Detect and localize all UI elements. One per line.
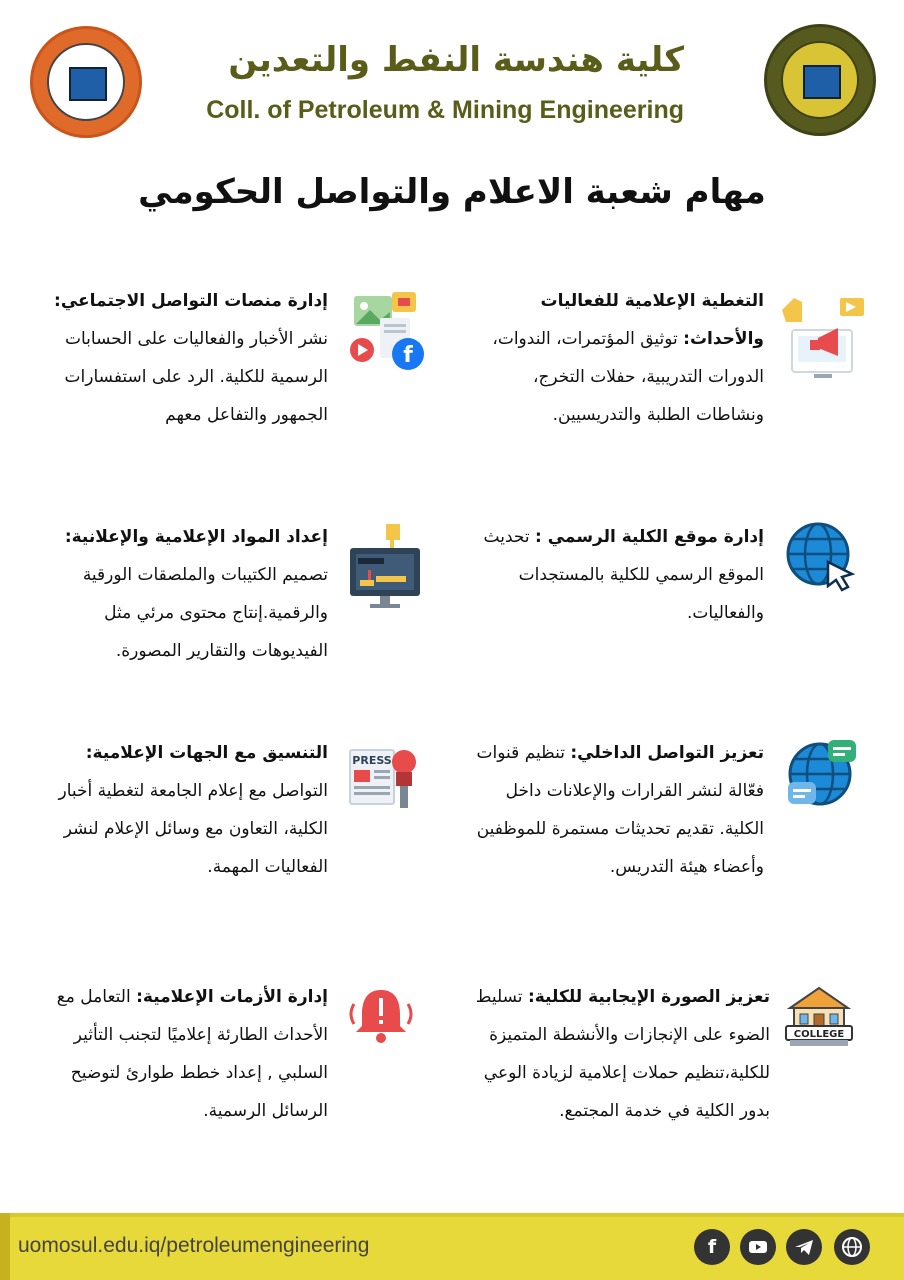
section-heading: التغطية الإعلامية للفعاليات والأحداث: xyxy=(540,291,764,349)
website-url[interactable]: uomosul.edu.iq/petroleumengineering xyxy=(18,1234,370,1257)
press-microphone-icon xyxy=(346,744,422,814)
section-positive-image xyxy=(470,978,770,1130)
facebook-icon[interactable]: f xyxy=(694,1229,730,1265)
section-body: تحديث الموقع الرسمي للكلية بالمستجدات والفعاليات. xyxy=(483,527,764,623)
video-editing-icon xyxy=(346,522,426,612)
section-heading: التنسيق مع الجهات الإعلامية: xyxy=(85,743,328,763)
section-website xyxy=(464,518,764,632)
section-body: توثيق المؤتمرات، الندوات، الدورات التدريبية، حفلات التخرج، ونشاطات الطلبة والتدريسيين. xyxy=(492,329,764,425)
university-of-mosul-logo xyxy=(30,26,142,138)
youtube-icon[interactable] xyxy=(740,1229,776,1265)
svg-text:PRESS: PRESS xyxy=(352,754,392,767)
college-name-english: Coll. of Petroleum & Mining Engineering xyxy=(206,96,684,124)
college-label: COLLEGE xyxy=(793,1029,845,1040)
college-building-icon xyxy=(784,982,854,1052)
section-internal-communication xyxy=(470,734,764,886)
globe-chat-icon xyxy=(786,738,858,808)
website-globe-icon[interactable] xyxy=(834,1229,870,1265)
telegram-icon[interactable] xyxy=(786,1229,822,1265)
footer-accent xyxy=(0,1213,10,1280)
alarm-bell-icon xyxy=(346,984,416,1046)
college-name-arabic: كلية هندسة النفط والتعدين xyxy=(228,40,684,80)
section-body: تنظيم قنوات فعّالة لنشر القرارات والإعلانات داخل الكلية. تقديم تحديثات مستمرة للموظفين وأعضاء هيئة التدريس. xyxy=(476,743,764,877)
section-body: التواصل مع إعلام الجامعة لتغطية أخبار الكلية، التعاون مع وسائل الإعلام لنشر الفعاليات المهمة. xyxy=(58,781,328,877)
section-media-coordination xyxy=(42,734,328,886)
section-heading: تعزيز التواصل الداخلي: xyxy=(570,743,764,763)
section-heading: إدارة الأزمات الإعلامية: xyxy=(136,987,328,1007)
section-body: التعامل مع الأحداث الطارئة إعلاميًا لتجنب التأثير السلبي , إعداد خطط طوارئ لتوضيح الرسائل الرسمية. xyxy=(56,987,328,1121)
section-heading: إدارة منصات التواصل الاجتماعي: xyxy=(54,291,328,311)
section-body: نشر الأخبار والفعاليات على الحسابات الرسمية للكلية. الرد على استفسارات الجمهور والتفاعل معهم xyxy=(64,329,328,425)
section-heading: إدارة موقع الكلية الرسمي : xyxy=(535,527,764,547)
page-title: مهام شعبة الاعلام والتواصل الحكومي xyxy=(138,172,766,212)
section-media-coverage xyxy=(468,282,764,434)
college-logo xyxy=(764,24,876,136)
section-body: تصميم الكتيبات والملصقات الورقية والرقمية.إنتاج محتوى مرئي مثل الفيديوهات والتقارير المصورة. xyxy=(82,565,328,661)
section-heading: تعزيز الصورة الإيجابية للكلية: xyxy=(527,987,770,1007)
section-body: تسليط الضوء على الإنجازات والأنشطة المتميزة للكلية،تنظيم حملات إعلامية لزيادة الوعي بدور الكلية في خدمة المجتمع. xyxy=(475,987,770,1121)
media-coverage-icon xyxy=(780,290,866,382)
section-media-materials xyxy=(42,518,328,670)
section-crisis-management xyxy=(42,978,328,1130)
section-heading: إعداد المواد الإعلامية والإعلانية: xyxy=(64,527,328,547)
globe-cursor-icon xyxy=(784,520,858,592)
social-media-icon xyxy=(346,290,428,372)
svg-text:f: f xyxy=(403,343,413,368)
section-social-media xyxy=(42,282,328,434)
